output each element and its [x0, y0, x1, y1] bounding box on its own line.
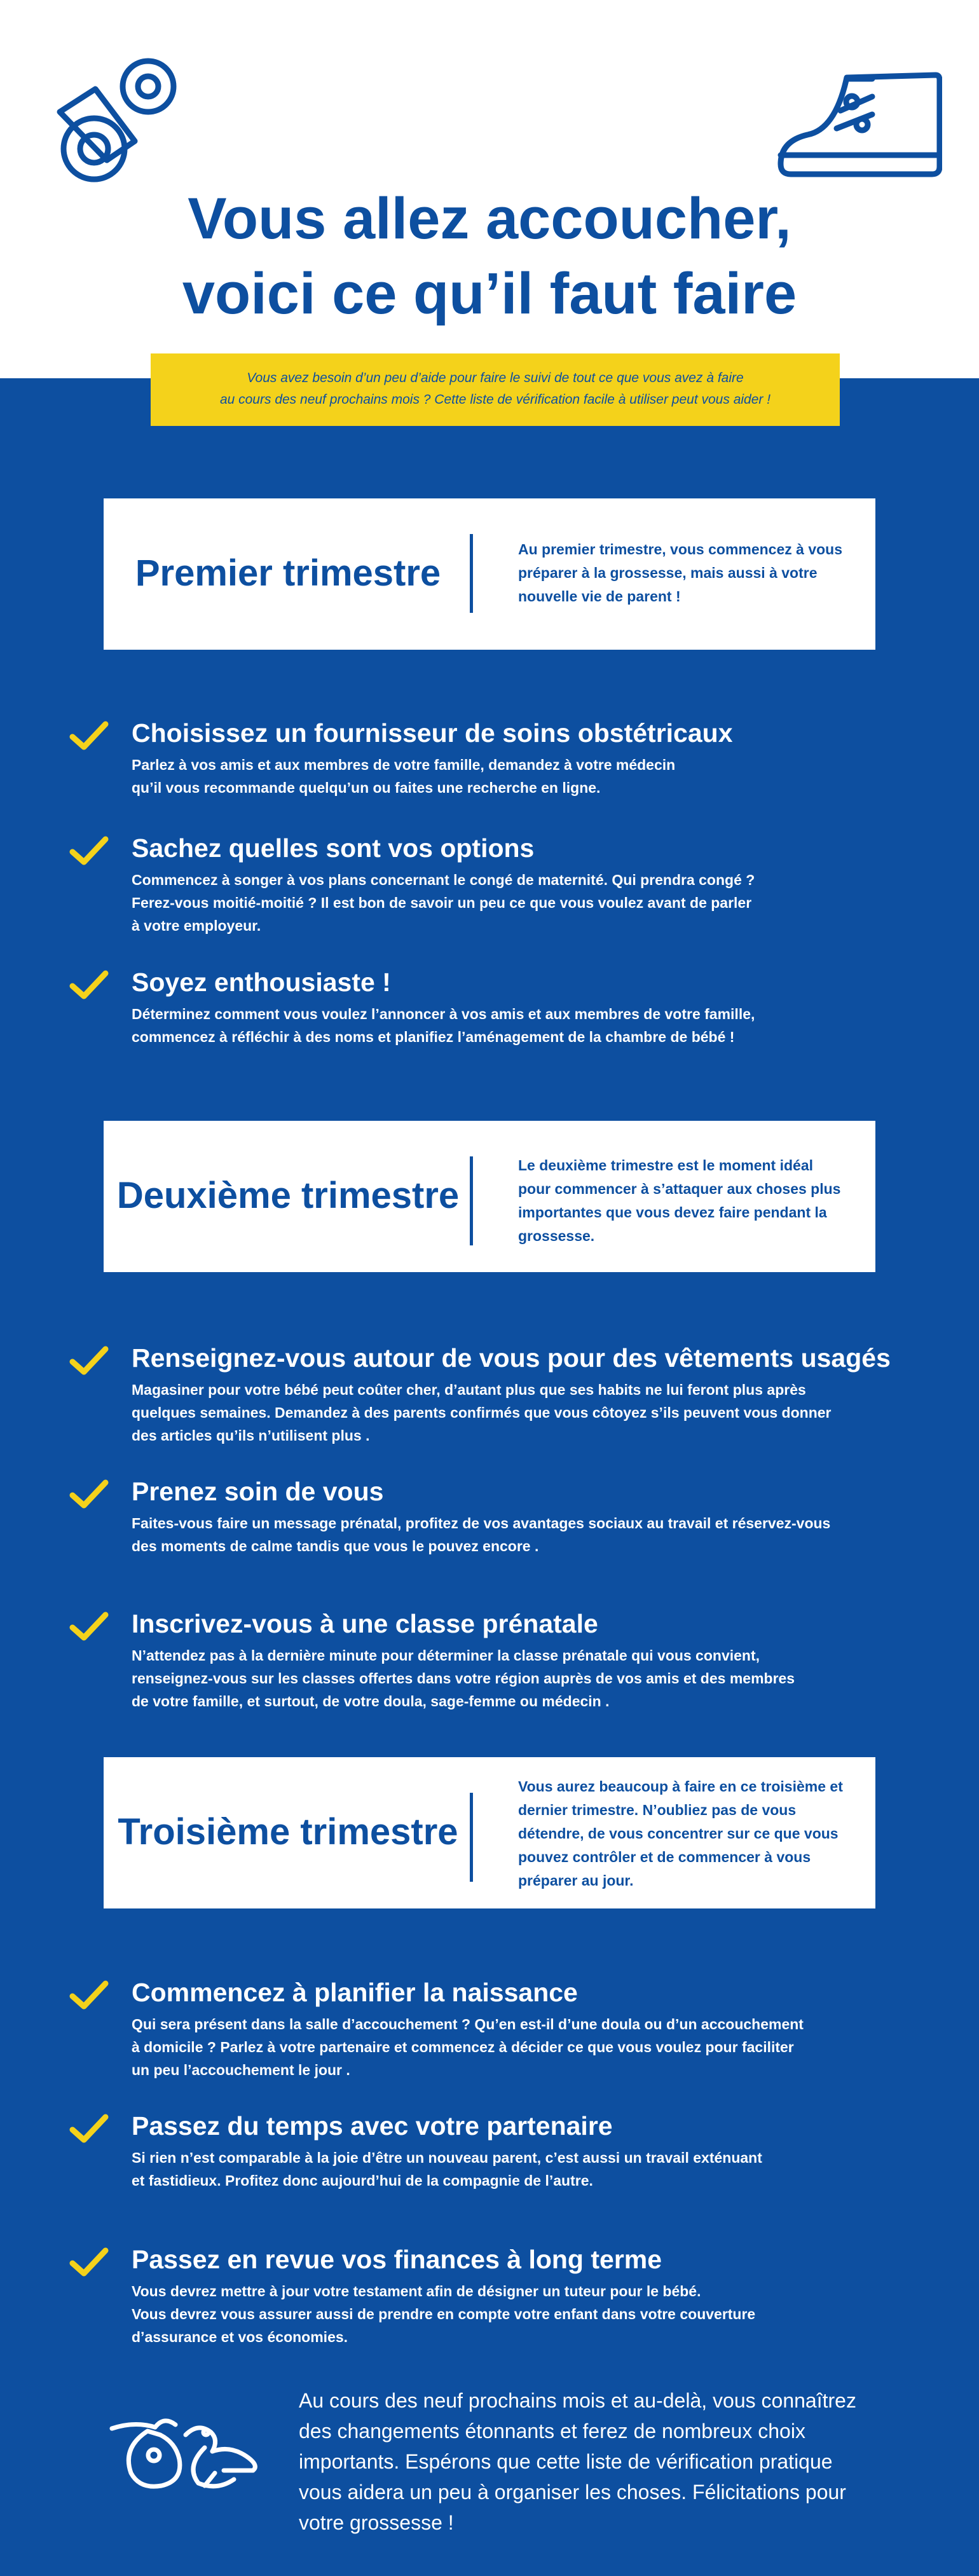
- card-divider: [470, 1156, 473, 1245]
- item-text: Qui sera présent dans la salle d’accouchement ? Qu’en est-il d’une doula ou d’un accouchement à domicile ? Parlez à votre partenaire et commencez à décider ce que vous voulez pour faciliter un peu l’accouchement le jour .: [132, 2016, 804, 2078]
- item-heading: Passez du temps avec votre partenaire: [132, 2111, 613, 2141]
- item-heading: Sachez quelles sont vos options: [132, 833, 535, 863]
- check-icon: [69, 2112, 109, 2145]
- check-icon: [69, 834, 109, 867]
- stork-icon: [109, 2409, 262, 2492]
- check-icon: [69, 1344, 109, 1377]
- item-heading: Prenez soin de vous: [132, 1477, 384, 1506]
- check-icon: [69, 968, 109, 1001]
- item-text: Parlez à vos amis et aux membres de votre famille, demandez à votre médecin qu’il vous recommande quelqu’un ou faites une recherche en ligne.: [132, 757, 676, 796]
- trimester-card-second: [104, 1121, 875, 1272]
- trimester-description: Le deuxième trimestre est le moment idéal pour commencer à s’attaquer aux choses plus importantes que vous devez faire pendant la grossesse.: [518, 1157, 841, 1244]
- check-icon: [69, 1978, 109, 2011]
- trimester-card-third: [104, 1757, 875, 1908]
- item-heading: Commencez à planifier la naissance: [132, 1978, 578, 2007]
- item-text: Déterminez comment vous voulez l’annoncer à vos amis et aux membres de votre famille, commencez à réfléchir à des noms et planifiez l’aménagement de la chambre de bébé !: [132, 1006, 755, 1045]
- title-line-1: Vous allez accoucher,: [188, 186, 791, 251]
- check-icon: [69, 1477, 109, 1511]
- item-heading: Renseignez-vous autour de vous pour des vêtements usagés: [132, 1343, 891, 1373]
- closing-text: Au cours des neuf prochains mois et au-delà, vous connaîtrez des changements étonnants et ferez de nombreux choix importants. Espérons que cette liste de vérification pratique vous aidera un peu à organiser les choses. Félicitations pour votre grossesse !: [299, 2389, 856, 2534]
- trimester-description: Vous aurez beaucoup à faire en ce troisième et dernier trimestre. N’oubliez pas de vous détendre, de vous concentrer sur ce que vous pouvez contrôler et de commencer à vous préparer au jour.: [518, 1778, 843, 1889]
- intro-banner: [151, 353, 840, 426]
- check-icon: [69, 2245, 109, 2278]
- intro-line-1: Vous avez besoin d’un peu d’aide pour faire le suivi de tout ce que vous avez à faire: [247, 371, 744, 385]
- trimester-description: Au premier trimestre, vous commencez à vous préparer à la grossesse, mais aussi à votre nouvelle vie de parent !: [518, 541, 843, 605]
- trimester-card-first: [104, 498, 875, 650]
- card-divider: [470, 534, 473, 613]
- item-text: Vous devrez mettre à jour votre testament afin de désigner un tuteur pour le bébé. Vous devrez vous assurer aussi de prendre en compte votre enfant dans votre couverture d’assurance et vos économies.: [132, 2283, 756, 2345]
- pacifier-icon: [56, 53, 189, 187]
- item-text: Magasiner pour votre bébé peut coûter cher, d’autant plus que ses habits ne lui feront plus après quelques semaines. Demandez à des parents confirmés que vous côtoyez s’ils peuvent vous donner des articles qu’ils n’utilisent plus .: [132, 1381, 832, 1444]
- item-heading: Inscrivez-vous à une classe prénatale: [132, 1609, 598, 1638]
- item-text: Faites-vous faire un message prénatal, profitez de vos avantages sociaux au travail et réservez-vous des moments de calme tandis que vous le pouvez encore .: [132, 1515, 831, 1554]
- title-line-2: voici ce qu’il faut faire: [182, 261, 797, 326]
- item-text: N’attendez pas à la dernière minute pour déterminer la classe prénatale qui vous convient, renseignez-vous sur les classes offertes dans votre région auprès de vos amis et des membres de votre famille, et surtout, de votre doula, sage-femme ou médecin .: [132, 1647, 795, 1709]
- trimester-title: Deuxième trimestre: [116, 1175, 460, 1216]
- baby-shoe-icon: [777, 71, 942, 179]
- item-heading: Soyez enthousiaste !: [132, 968, 391, 997]
- intro-line-2: au cours des neuf prochains mois ? Cette liste de vérification facile à utiliser peut vous aider !: [219, 392, 771, 407]
- item-heading: Passez en revue vos finances à long terme: [132, 2245, 662, 2274]
- item-heading: Choisissez un fournisseur de soins obstétricaux: [132, 718, 733, 748]
- item-text: Si rien n’est comparable à la joie d’être un nouveau parent, c’est aussi un travail exténuant et fastidieux. Profitez donc aujourd’hui de la compagnie de l’autre.: [132, 2149, 762, 2189]
- page-title: [0, 181, 979, 331]
- trimester-title: Premier trimestre: [135, 552, 441, 594]
- card-divider: [470, 1793, 473, 1882]
- check-icon: [69, 719, 109, 752]
- trimester-title: Troisième trimestre: [118, 1811, 458, 1853]
- check-icon: [69, 1610, 109, 1643]
- item-text: Commencez à songer à vos plans concernant le congé de maternité. Qui prendra congé ? Ferez-vous moitié-moitié ? Il est bon de savoir un peu ce que vous voulez avant de parler à votre employeur.: [132, 872, 755, 934]
